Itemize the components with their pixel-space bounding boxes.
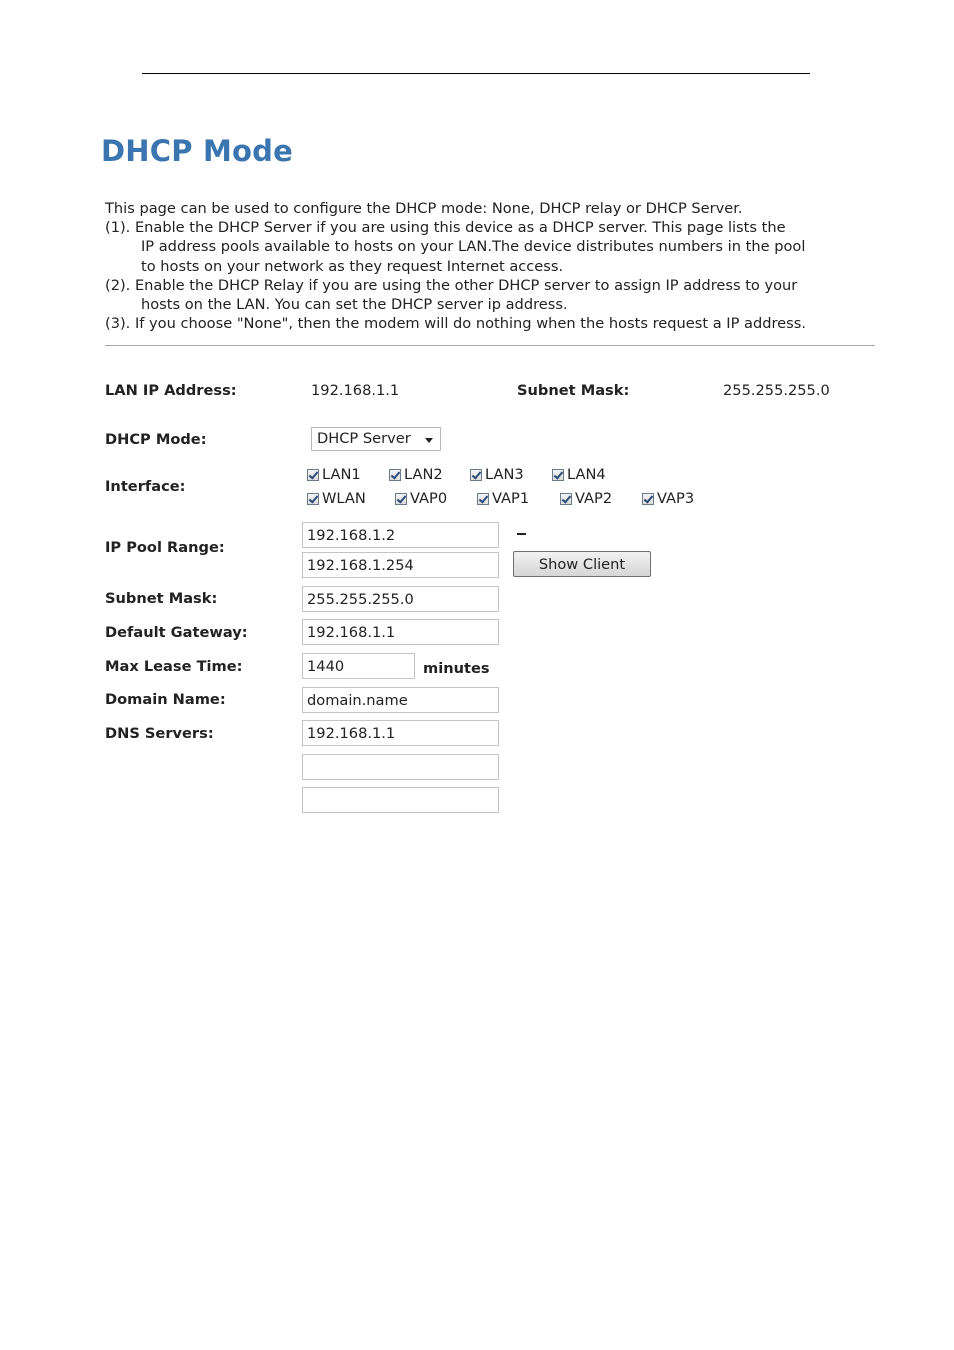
intro-line: to hosts on your network as they request Internet access. xyxy=(141,257,564,275)
chevron-down-icon xyxy=(425,438,433,443)
dns-server-3-input[interactable] xyxy=(302,787,499,813)
lan-subnet-label: Subnet Mask: xyxy=(517,382,630,399)
interface-checkbox-lan2[interactable] xyxy=(389,466,443,484)
checkbox-checked-icon[interactable] xyxy=(395,493,407,505)
default-gateway-label: Default Gateway: xyxy=(105,624,248,641)
checkbox-label: VAP0 xyxy=(410,490,448,507)
subnet-mask-input[interactable] xyxy=(302,586,499,612)
intro-line: (3). If you choose "None", then the modem will do nothing when the hosts request a IP address. xyxy=(105,315,807,333)
checkbox-label: LAN3 xyxy=(485,466,524,483)
interface-label: Interface: xyxy=(105,478,186,495)
checkbox-label: LAN4 xyxy=(567,466,606,483)
intro-line: hosts on the LAN. You can set the DHCP server ip address. xyxy=(141,296,568,314)
checkbox-checked-icon[interactable] xyxy=(552,469,564,481)
intro-line: IP address pools available to hosts on your LAN.The device distributes numbers in the pool xyxy=(141,238,806,256)
dhcp-mode-select[interactable] xyxy=(311,427,441,451)
interface-checkbox-lan3[interactable] xyxy=(470,466,524,484)
intro-text xyxy=(105,199,880,333)
interface-checkbox-lan4[interactable] xyxy=(552,466,606,484)
checkbox-label: VAP2 xyxy=(575,490,613,507)
max-lease-label: Max Lease Time: xyxy=(105,658,243,675)
page-title: DHCP Mode xyxy=(101,134,293,168)
section-divider xyxy=(105,345,875,346)
subnet-mask-label: Subnet Mask: xyxy=(105,590,218,607)
intro-line: (1). Enable the DHCP Server if you are using this device as a DHCP server. This page lists the xyxy=(105,219,786,237)
checkbox-label: LAN1 xyxy=(322,466,361,483)
default-gateway-input[interactable] xyxy=(302,619,499,645)
interface-checkbox-vap3[interactable] xyxy=(642,490,694,508)
dns-server-2-input[interactable] xyxy=(302,754,499,780)
dhcp-mode-label: DHCP Mode: xyxy=(105,431,207,448)
max-lease-input[interactable] xyxy=(302,653,415,679)
checkbox-label: WLAN xyxy=(322,490,366,507)
dns-servers-label: DNS Servers: xyxy=(105,725,214,742)
lan-ip-label: LAN IP Address: xyxy=(105,382,237,399)
ip-pool-end-input[interactable] xyxy=(302,552,499,578)
interface-checkbox-lan1[interactable] xyxy=(307,466,361,484)
domain-name-label: Domain Name: xyxy=(105,691,226,708)
checkbox-checked-icon[interactable] xyxy=(477,493,489,505)
ip-pool-start-input[interactable] xyxy=(302,522,499,548)
checkbox-checked-icon[interactable] xyxy=(389,469,401,481)
ip-pool-label: IP Pool Range: xyxy=(105,539,225,556)
domain-name-input[interactable] xyxy=(302,687,499,713)
intro-line: (2). Enable the DHCP Relay if you are using the other DHCP server to assign IP address to your xyxy=(105,276,798,294)
dhcp-mode-selected: DHCP Server xyxy=(317,430,411,447)
checkbox-checked-icon[interactable] xyxy=(560,493,572,505)
checkbox-checked-icon[interactable] xyxy=(642,493,654,505)
checkbox-checked-icon[interactable] xyxy=(470,469,482,481)
interface-checkbox-vap0[interactable] xyxy=(395,490,447,508)
interface-checkbox-vap2[interactable] xyxy=(560,490,612,508)
top-rule xyxy=(142,73,810,74)
dns-server-1-input[interactable] xyxy=(302,720,499,746)
interface-checkbox-wlan[interactable] xyxy=(307,490,366,508)
checkbox-label: VAP3 xyxy=(657,490,695,507)
checkbox-label: LAN2 xyxy=(404,466,443,483)
show-client-button[interactable]: Show Client xyxy=(513,551,651,577)
ip-pool-separator xyxy=(517,533,526,535)
max-lease-unit: minutes xyxy=(423,660,490,677)
lan-subnet-value: 255.255.255.0 xyxy=(723,382,830,399)
checkbox-checked-icon[interactable] xyxy=(307,469,319,481)
lan-ip-value: 192.168.1.1 xyxy=(311,382,400,399)
checkbox-label: VAP1 xyxy=(492,490,530,507)
checkbox-checked-icon[interactable] xyxy=(307,493,319,505)
intro-line: This page can be used to configure the DHCP mode: None, DHCP relay or DHCP Server. xyxy=(105,200,743,217)
interface-checkbox-vap1[interactable] xyxy=(477,490,529,508)
